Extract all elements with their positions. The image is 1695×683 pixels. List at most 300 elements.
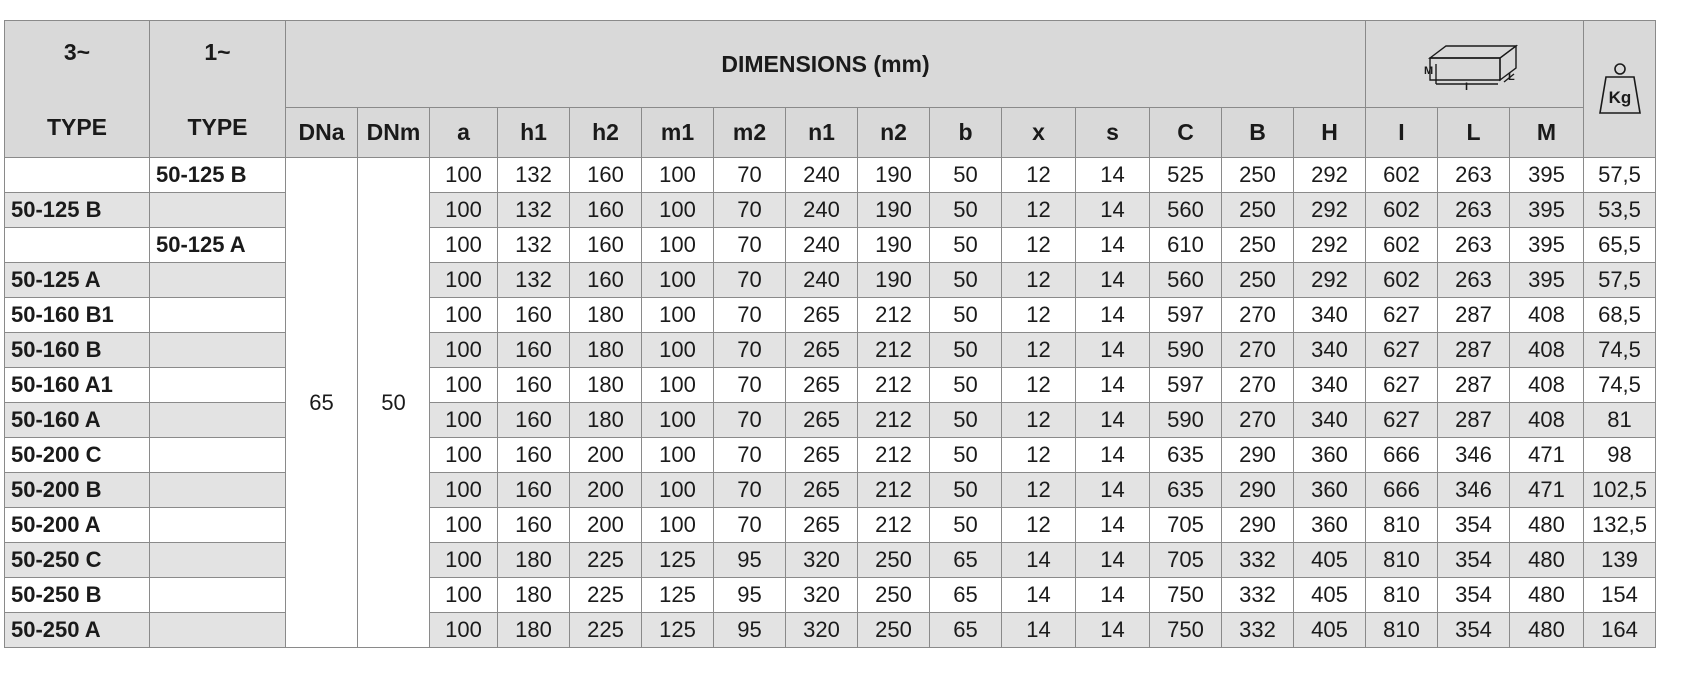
header-dimensions: DIMENSIONS (mm) <box>286 21 1366 108</box>
type-3-phase-cell: 50-160 B1 <box>5 298 150 333</box>
table-row <box>5 578 1656 613</box>
value-cell: 212 <box>858 508 930 543</box>
value-cell: 50 <box>930 368 1002 403</box>
value-cell: 12 <box>1002 368 1076 403</box>
value-cell: 250 <box>858 543 930 578</box>
type-3-phase-cell: 50-250 C <box>5 543 150 578</box>
value-cell: 100 <box>430 298 498 333</box>
value-cell: 100 <box>642 298 714 333</box>
value-cell: 332 <box>1222 543 1294 578</box>
value-cell: 408 <box>1510 298 1584 333</box>
type-3-phase-cell <box>5 228 150 263</box>
type-3-phase-cell: 50-160 A <box>5 403 150 438</box>
value-cell: 354 <box>1438 613 1510 648</box>
value-cell: 287 <box>1438 333 1510 368</box>
value-cell: 354 <box>1438 578 1510 613</box>
table-row <box>5 228 1656 263</box>
value-cell: 265 <box>786 403 858 438</box>
value-cell: 602 <box>1366 228 1438 263</box>
value-cell: 74,5 <box>1584 333 1656 368</box>
type-1-phase-cell <box>150 508 286 543</box>
value-cell: 292 <box>1294 193 1366 228</box>
value-cell: 360 <box>1294 508 1366 543</box>
value-cell: 98 <box>1584 438 1656 473</box>
header-1-phase-type <box>150 21 286 158</box>
value-cell: 340 <box>1294 333 1366 368</box>
value-cell: 408 <box>1510 403 1584 438</box>
type-3-phase-cell: 50-250 A <box>5 613 150 648</box>
dna-merged-cell: 65 <box>286 158 358 648</box>
type-1-phase-cell: 50-125 B <box>150 158 286 193</box>
dimensions-table-body <box>5 158 1656 648</box>
type-3-phase-cell: 50-125 A <box>5 263 150 298</box>
header-n1: n1 <box>786 108 858 158</box>
value-cell: 154 <box>1584 578 1656 613</box>
value-cell: 50 <box>930 438 1002 473</box>
value-cell: 50 <box>930 298 1002 333</box>
header-packaging <box>1366 21 1584 108</box>
value-cell: 290 <box>1222 438 1294 473</box>
value-cell: 354 <box>1438 508 1510 543</box>
value-cell: 125 <box>642 578 714 613</box>
header-m: M <box>1510 108 1584 158</box>
value-cell: 100 <box>430 613 498 648</box>
value-cell: 270 <box>1222 298 1294 333</box>
value-cell: 290 <box>1222 473 1294 508</box>
value-cell: 408 <box>1510 368 1584 403</box>
value-cell: 160 <box>498 403 570 438</box>
value-cell: 240 <box>786 193 858 228</box>
value-cell: 354 <box>1438 543 1510 578</box>
value-cell: 14 <box>1076 263 1150 298</box>
value-cell: 100 <box>430 368 498 403</box>
value-cell: 180 <box>498 613 570 648</box>
value-cell: 14 <box>1076 543 1150 578</box>
type-3-phase-cell: 50-125 B <box>5 193 150 228</box>
type-3-phase-cell: 50-160 B <box>5 333 150 368</box>
value-cell: 139 <box>1584 543 1656 578</box>
value-cell: 263 <box>1438 158 1510 193</box>
value-cell: 810 <box>1366 508 1438 543</box>
value-cell: 81 <box>1584 403 1656 438</box>
value-cell: 212 <box>858 298 930 333</box>
value-cell: 160 <box>570 263 642 298</box>
value-cell: 70 <box>714 473 786 508</box>
value-cell: 405 <box>1294 543 1366 578</box>
value-cell: 12 <box>1002 333 1076 368</box>
type-1-phase-cell <box>150 543 286 578</box>
value-cell: 100 <box>430 473 498 508</box>
type-1-phase-cell <box>150 403 286 438</box>
value-cell: 100 <box>430 193 498 228</box>
value-cell: 132 <box>498 228 570 263</box>
value-cell: 70 <box>714 158 786 193</box>
value-cell: 705 <box>1150 543 1222 578</box>
value-cell: 12 <box>1002 508 1076 543</box>
value-cell: 125 <box>642 543 714 578</box>
value-cell: 70 <box>714 508 786 543</box>
value-cell: 265 <box>786 473 858 508</box>
value-cell: 14 <box>1076 228 1150 263</box>
value-cell: 190 <box>858 228 930 263</box>
value-cell: 666 <box>1366 473 1438 508</box>
value-cell: 666 <box>1366 438 1438 473</box>
value-cell: 14 <box>1076 438 1150 473</box>
value-cell: 265 <box>786 333 858 368</box>
value-cell: 471 <box>1510 473 1584 508</box>
value-cell: 750 <box>1150 613 1222 648</box>
value-cell: 100 <box>642 263 714 298</box>
header-a: a <box>430 108 498 158</box>
table-row <box>5 368 1656 403</box>
value-cell: 560 <box>1150 263 1222 298</box>
value-cell: 65,5 <box>1584 228 1656 263</box>
header-i: I <box>1366 108 1438 158</box>
type-1-phase-cell: 50-125 A <box>150 228 286 263</box>
value-cell: 70 <box>714 438 786 473</box>
table-row <box>5 403 1656 438</box>
value-cell: 590 <box>1150 403 1222 438</box>
value-cell: 395 <box>1510 228 1584 263</box>
value-cell: 250 <box>858 613 930 648</box>
value-cell: 12 <box>1002 298 1076 333</box>
header-l: L <box>1438 108 1510 158</box>
value-cell: 810 <box>1366 543 1438 578</box>
type-1-phase-cell <box>150 438 286 473</box>
value-cell: 132 <box>498 158 570 193</box>
value-cell: 100 <box>642 228 714 263</box>
header-h1: h1 <box>498 108 570 158</box>
header-b-upper: B <box>1222 108 1294 158</box>
header-h: H <box>1294 108 1366 158</box>
value-cell: 263 <box>1438 228 1510 263</box>
type-1-phase-cell <box>150 368 286 403</box>
value-cell: 602 <box>1366 158 1438 193</box>
value-cell: 50 <box>930 158 1002 193</box>
value-cell: 480 <box>1510 613 1584 648</box>
value-cell: 560 <box>1150 193 1222 228</box>
value-cell: 14 <box>1002 543 1076 578</box>
box-dimensions-icon <box>1420 36 1530 92</box>
value-cell: 100 <box>430 228 498 263</box>
value-cell: 320 <box>786 543 858 578</box>
header-h2: h2 <box>570 108 642 158</box>
value-cell: 320 <box>786 613 858 648</box>
value-cell: 212 <box>858 368 930 403</box>
table-row <box>5 438 1656 473</box>
value-cell: 290 <box>1222 508 1294 543</box>
value-cell: 340 <box>1294 368 1366 403</box>
value-cell: 50 <box>930 263 1002 298</box>
value-cell: 14 <box>1076 368 1150 403</box>
value-cell: 332 <box>1222 613 1294 648</box>
value-cell: 627 <box>1366 403 1438 438</box>
value-cell: 200 <box>570 438 642 473</box>
dimensions-table-wrapper <box>4 20 1656 648</box>
value-cell: 250 <box>1222 228 1294 263</box>
value-cell: 14 <box>1076 193 1150 228</box>
value-cell: 100 <box>430 263 498 298</box>
value-cell: 95 <box>714 578 786 613</box>
value-cell: 14 <box>1076 613 1150 648</box>
value-cell: 292 <box>1294 228 1366 263</box>
value-cell: 100 <box>642 438 714 473</box>
value-cell: 100 <box>430 508 498 543</box>
header-dna: DNa <box>286 108 358 158</box>
value-cell: 265 <box>786 298 858 333</box>
header-n2: n2 <box>858 108 930 158</box>
type-1-phase-cell <box>150 473 286 508</box>
value-cell: 265 <box>786 508 858 543</box>
value-cell: 471 <box>1510 438 1584 473</box>
box-icon-l-label: L <box>1507 71 1515 83</box>
value-cell: 14 <box>1002 613 1076 648</box>
value-cell: 635 <box>1150 438 1222 473</box>
value-cell: 125 <box>642 613 714 648</box>
value-cell: 360 <box>1294 438 1366 473</box>
type-3-phase-cell <box>5 158 150 193</box>
header-c: C <box>1150 108 1222 158</box>
weight-kg-icon <box>1596 59 1644 119</box>
table-row <box>5 158 1656 193</box>
header-s: s <box>1076 108 1150 158</box>
type-1-phase-cell <box>150 613 286 648</box>
value-cell: 14 <box>1076 473 1150 508</box>
value-cell: 705 <box>1150 508 1222 543</box>
value-cell: 270 <box>1222 333 1294 368</box>
value-cell: 100 <box>430 543 498 578</box>
value-cell: 70 <box>714 333 786 368</box>
value-cell: 65 <box>930 613 1002 648</box>
value-cell: 160 <box>498 438 570 473</box>
type-1-phase-cell <box>150 578 286 613</box>
table-row <box>5 613 1656 648</box>
value-cell: 100 <box>430 578 498 613</box>
value-cell: 12 <box>1002 403 1076 438</box>
value-cell: 270 <box>1222 403 1294 438</box>
value-cell: 225 <box>570 543 642 578</box>
value-cell: 212 <box>858 333 930 368</box>
value-cell: 160 <box>498 508 570 543</box>
value-cell: 360 <box>1294 473 1366 508</box>
value-cell: 480 <box>1510 543 1584 578</box>
value-cell: 190 <box>858 158 930 193</box>
value-cell: 265 <box>786 438 858 473</box>
header-1-phase-symbol: 1~ <box>204 39 231 65</box>
value-cell: 405 <box>1294 613 1366 648</box>
value-cell: 597 <box>1150 298 1222 333</box>
value-cell: 100 <box>430 158 498 193</box>
value-cell: 250 <box>1222 263 1294 298</box>
value-cell: 180 <box>498 543 570 578</box>
value-cell: 12 <box>1002 473 1076 508</box>
value-cell: 212 <box>858 473 930 508</box>
value-cell: 270 <box>1222 368 1294 403</box>
value-cell: 287 <box>1438 298 1510 333</box>
value-cell: 70 <box>714 298 786 333</box>
type-3-phase-cell: 50-200 B <box>5 473 150 508</box>
value-cell: 340 <box>1294 298 1366 333</box>
value-cell: 95 <box>714 543 786 578</box>
value-cell: 100 <box>642 473 714 508</box>
header-x: x <box>1002 108 1076 158</box>
value-cell: 50 <box>930 228 1002 263</box>
value-cell: 132,5 <box>1584 508 1656 543</box>
value-cell: 53,5 <box>1584 193 1656 228</box>
value-cell: 346 <box>1438 473 1510 508</box>
value-cell: 14 <box>1076 508 1150 543</box>
value-cell: 180 <box>570 403 642 438</box>
value-cell: 627 <box>1366 368 1438 403</box>
value-cell: 70 <box>714 403 786 438</box>
header-b: b <box>930 108 1002 158</box>
value-cell: 180 <box>570 368 642 403</box>
value-cell: 70 <box>714 228 786 263</box>
value-cell: 160 <box>570 193 642 228</box>
value-cell: 240 <box>786 263 858 298</box>
value-cell: 65 <box>930 543 1002 578</box>
value-cell: 597 <box>1150 368 1222 403</box>
value-cell: 95 <box>714 613 786 648</box>
value-cell: 164 <box>1584 613 1656 648</box>
value-cell: 100 <box>430 438 498 473</box>
value-cell: 14 <box>1076 403 1150 438</box>
value-cell: 602 <box>1366 193 1438 228</box>
value-cell: 332 <box>1222 578 1294 613</box>
header-1-phase-label: TYPE <box>187 114 248 140</box>
type-3-phase-cell: 50-250 B <box>5 578 150 613</box>
value-cell: 100 <box>430 333 498 368</box>
type-1-phase-cell <box>150 298 286 333</box>
value-cell: 250 <box>858 578 930 613</box>
value-cell: 810 <box>1366 578 1438 613</box>
value-cell: 180 <box>570 333 642 368</box>
value-cell: 287 <box>1438 403 1510 438</box>
type-1-phase-cell <box>150 263 286 298</box>
value-cell: 50 <box>930 333 1002 368</box>
table-row <box>5 508 1656 543</box>
value-cell: 627 <box>1366 298 1438 333</box>
dnm-merged-cell: 50 <box>358 158 430 648</box>
value-cell: 132 <box>498 263 570 298</box>
value-cell: 70 <box>714 263 786 298</box>
value-cell: 70 <box>714 368 786 403</box>
type-3-phase-cell: 50-160 A1 <box>5 368 150 403</box>
value-cell: 480 <box>1510 578 1584 613</box>
value-cell: 100 <box>642 158 714 193</box>
value-cell: 635 <box>1150 473 1222 508</box>
value-cell: 610 <box>1150 228 1222 263</box>
value-cell: 12 <box>1002 193 1076 228</box>
table-row <box>5 193 1656 228</box>
value-cell: 212 <box>858 403 930 438</box>
value-cell: 240 <box>786 158 858 193</box>
weight-icon-label: Kg <box>1608 88 1631 107</box>
value-cell: 525 <box>1150 158 1222 193</box>
header-weight <box>1584 21 1656 158</box>
box-icon-i-label: I <box>1464 81 1468 92</box>
value-cell: 810 <box>1366 613 1438 648</box>
value-cell: 346 <box>1438 438 1510 473</box>
value-cell: 590 <box>1150 333 1222 368</box>
value-cell: 263 <box>1438 193 1510 228</box>
value-cell: 70 <box>714 193 786 228</box>
value-cell: 14 <box>1076 578 1150 613</box>
value-cell: 12 <box>1002 158 1076 193</box>
value-cell: 190 <box>858 263 930 298</box>
value-cell: 100 <box>642 368 714 403</box>
value-cell: 225 <box>570 613 642 648</box>
value-cell: 340 <box>1294 403 1366 438</box>
value-cell: 240 <box>786 228 858 263</box>
header-m2: m2 <box>714 108 786 158</box>
value-cell: 287 <box>1438 368 1510 403</box>
value-cell: 180 <box>570 298 642 333</box>
value-cell: 320 <box>786 578 858 613</box>
value-cell: 250 <box>1222 193 1294 228</box>
value-cell: 405 <box>1294 578 1366 613</box>
value-cell: 627 <box>1366 333 1438 368</box>
box-icon-m-label: M <box>1423 65 1433 77</box>
value-cell: 750 <box>1150 578 1222 613</box>
value-cell: 100 <box>430 403 498 438</box>
value-cell: 50 <box>930 473 1002 508</box>
value-cell: 100 <box>642 333 714 368</box>
value-cell: 50 <box>930 508 1002 543</box>
value-cell: 200 <box>570 473 642 508</box>
value-cell: 395 <box>1510 158 1584 193</box>
table-row <box>5 298 1656 333</box>
value-cell: 100 <box>642 193 714 228</box>
value-cell: 12 <box>1002 263 1076 298</box>
value-cell: 14 <box>1076 298 1150 333</box>
type-3-phase-cell: 50-200 C <box>5 438 150 473</box>
value-cell: 50 <box>930 403 1002 438</box>
value-cell: 57,5 <box>1584 158 1656 193</box>
header-m1: m1 <box>642 108 714 158</box>
value-cell: 160 <box>498 473 570 508</box>
table-row <box>5 333 1656 368</box>
value-cell: 100 <box>642 403 714 438</box>
value-cell: 480 <box>1510 508 1584 543</box>
value-cell: 265 <box>786 368 858 403</box>
value-cell: 408 <box>1510 333 1584 368</box>
value-cell: 12 <box>1002 228 1076 263</box>
value-cell: 68,5 <box>1584 298 1656 333</box>
value-cell: 292 <box>1294 263 1366 298</box>
value-cell: 50 <box>930 193 1002 228</box>
value-cell: 65 <box>930 578 1002 613</box>
value-cell: 292 <box>1294 158 1366 193</box>
value-cell: 250 <box>1222 158 1294 193</box>
value-cell: 100 <box>642 508 714 543</box>
value-cell: 132 <box>498 193 570 228</box>
value-cell: 14 <box>1076 158 1150 193</box>
value-cell: 160 <box>570 228 642 263</box>
header-3-phase-type <box>5 21 150 158</box>
value-cell: 102,5 <box>1584 473 1656 508</box>
table-row <box>5 263 1656 298</box>
value-cell: 263 <box>1438 263 1510 298</box>
value-cell: 395 <box>1510 263 1584 298</box>
value-cell: 12 <box>1002 438 1076 473</box>
value-cell: 395 <box>1510 193 1584 228</box>
table-row <box>5 473 1656 508</box>
value-cell: 200 <box>570 508 642 543</box>
value-cell: 160 <box>498 298 570 333</box>
header-3-phase-symbol: 3~ <box>63 39 91 65</box>
value-cell: 212 <box>858 438 930 473</box>
